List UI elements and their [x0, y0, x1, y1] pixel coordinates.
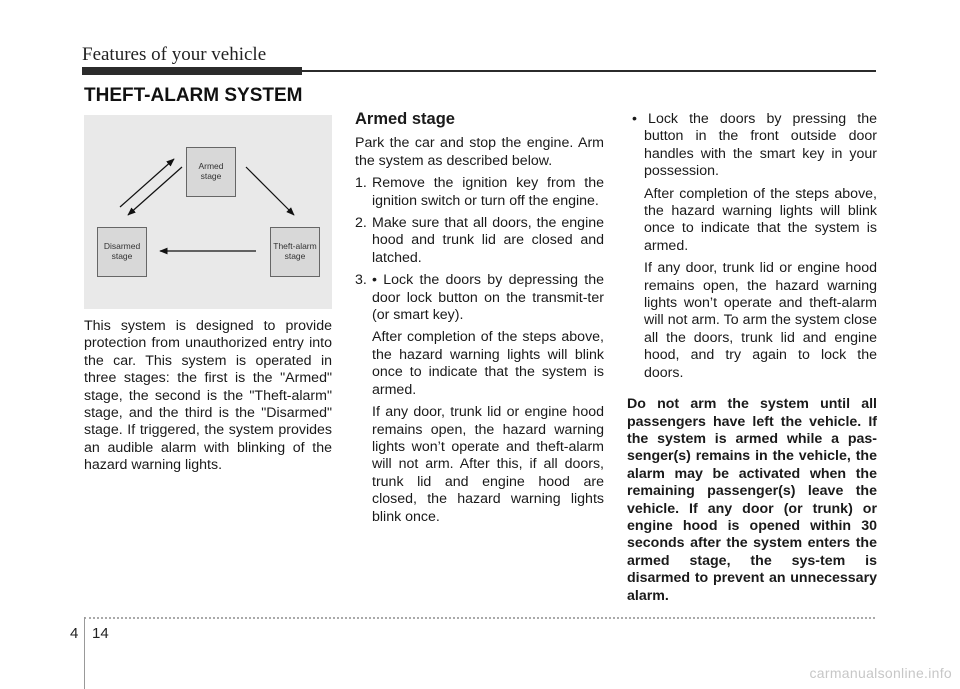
step-1-number: 1.	[355, 175, 367, 192]
step-3-open-door-note: If any door, trunk lid or engine hood remains open, the hazard warning lights won’t operate and theft-alarm will not arm. After this, if all doors, trunk lid and engine hood are closed, the hazard warning lights blink once.	[372, 404, 604, 525]
step-1-text: Remove the ignition key from the ignition switch or turn off the engine.	[372, 175, 604, 209]
footer-divider	[84, 617, 85, 689]
intro-paragraph: This system is designed to provide protection from unauthorized entry into the car. This system is operated in three stages: the first is the "Armed" stage, the second is the "Theft-alarm" stage, and the third is the "Disarmed" stage. If triggered, the system provides an audible alarm with blinking of the hazard warning lights.	[84, 318, 332, 474]
smart-key-open-door-note: If any door, trunk lid or engine hood remains open, the hazard warning lights won’t operate and theft-alarm will not arm. To arm the system close all the doors, trunk lid and engine hood, and try again to lock the doors.	[644, 260, 877, 381]
theft-alarm-stage-box	[270, 227, 320, 277]
step-3-completion-note: After completion of the steps above, the hazard warning lights will blink once to indicate that the system is armed.	[372, 329, 604, 398]
step-2-text: Make sure that all doors, the engine hood and trunk lid are closed and latched.	[372, 215, 604, 266]
watermark: carmanualsonline.info	[809, 665, 952, 681]
right-column	[627, 111, 877, 605]
step-2-number: 2.	[355, 215, 367, 232]
step-1	[355, 175, 604, 210]
disarmed-stage-box	[97, 227, 147, 277]
armed-stage-box	[186, 147, 236, 197]
armed-stage-intro: Park the car and stop the engine. Arm the system as described below.	[355, 135, 604, 169]
middle-column	[355, 111, 604, 526]
armed-stage-title: Armed stage	[355, 110, 455, 128]
footer-dots	[84, 617, 875, 619]
arrow-armed-to-theft	[246, 167, 294, 215]
diagram-arrows	[84, 115, 332, 309]
header-line	[302, 70, 876, 72]
step-3-text: • Lock the doors by depressing the door lock button on the transmit-ter (or smart key).	[372, 272, 604, 324]
warning-note: Do not arm the system until all passengers have left the vehicle. If the system is armed while a pas-senger(s) remains in the vehicle, the alarm may be activated when the remaining passenger(s) leave the vehicle. If any door (or trunk) or engine hood is opened within 30 seconds after the system enters the armed stage, the sys-tem is disarmed to prevent an unnecessary alarm.	[627, 396, 877, 604]
step-2	[355, 215, 604, 267]
smart-key-completion-note: After completion of the steps above, the hazard warning lights will blink once to indicate that the system is armed.	[644, 185, 877, 254]
step-3-number: 3.	[355, 272, 367, 289]
header-bar	[82, 67, 302, 75]
theft-alarm-stage-label: Theft-alarm stage	[273, 241, 317, 261]
arrow-armed-to-disarmed	[128, 167, 182, 215]
header-title: Features of your vehicle	[82, 44, 267, 65]
section-title: THEFT-ALARM SYSTEM	[84, 85, 303, 106]
disarmed-stage-label: Disarmed stage	[103, 241, 141, 261]
stage-diagram	[84, 115, 332, 309]
arrow-disarmed-to-armed	[120, 159, 174, 207]
smart-key-bullet: • Lock the doors by pressing the button in the front outside door handles with the smart key in your possession.	[632, 111, 877, 180]
page-number: 14	[92, 625, 109, 642]
armed-stage-label: Armed stage	[198, 161, 224, 181]
chapter-number: 4	[70, 625, 79, 642]
left-column	[84, 318, 332, 475]
step-3	[355, 272, 604, 324]
